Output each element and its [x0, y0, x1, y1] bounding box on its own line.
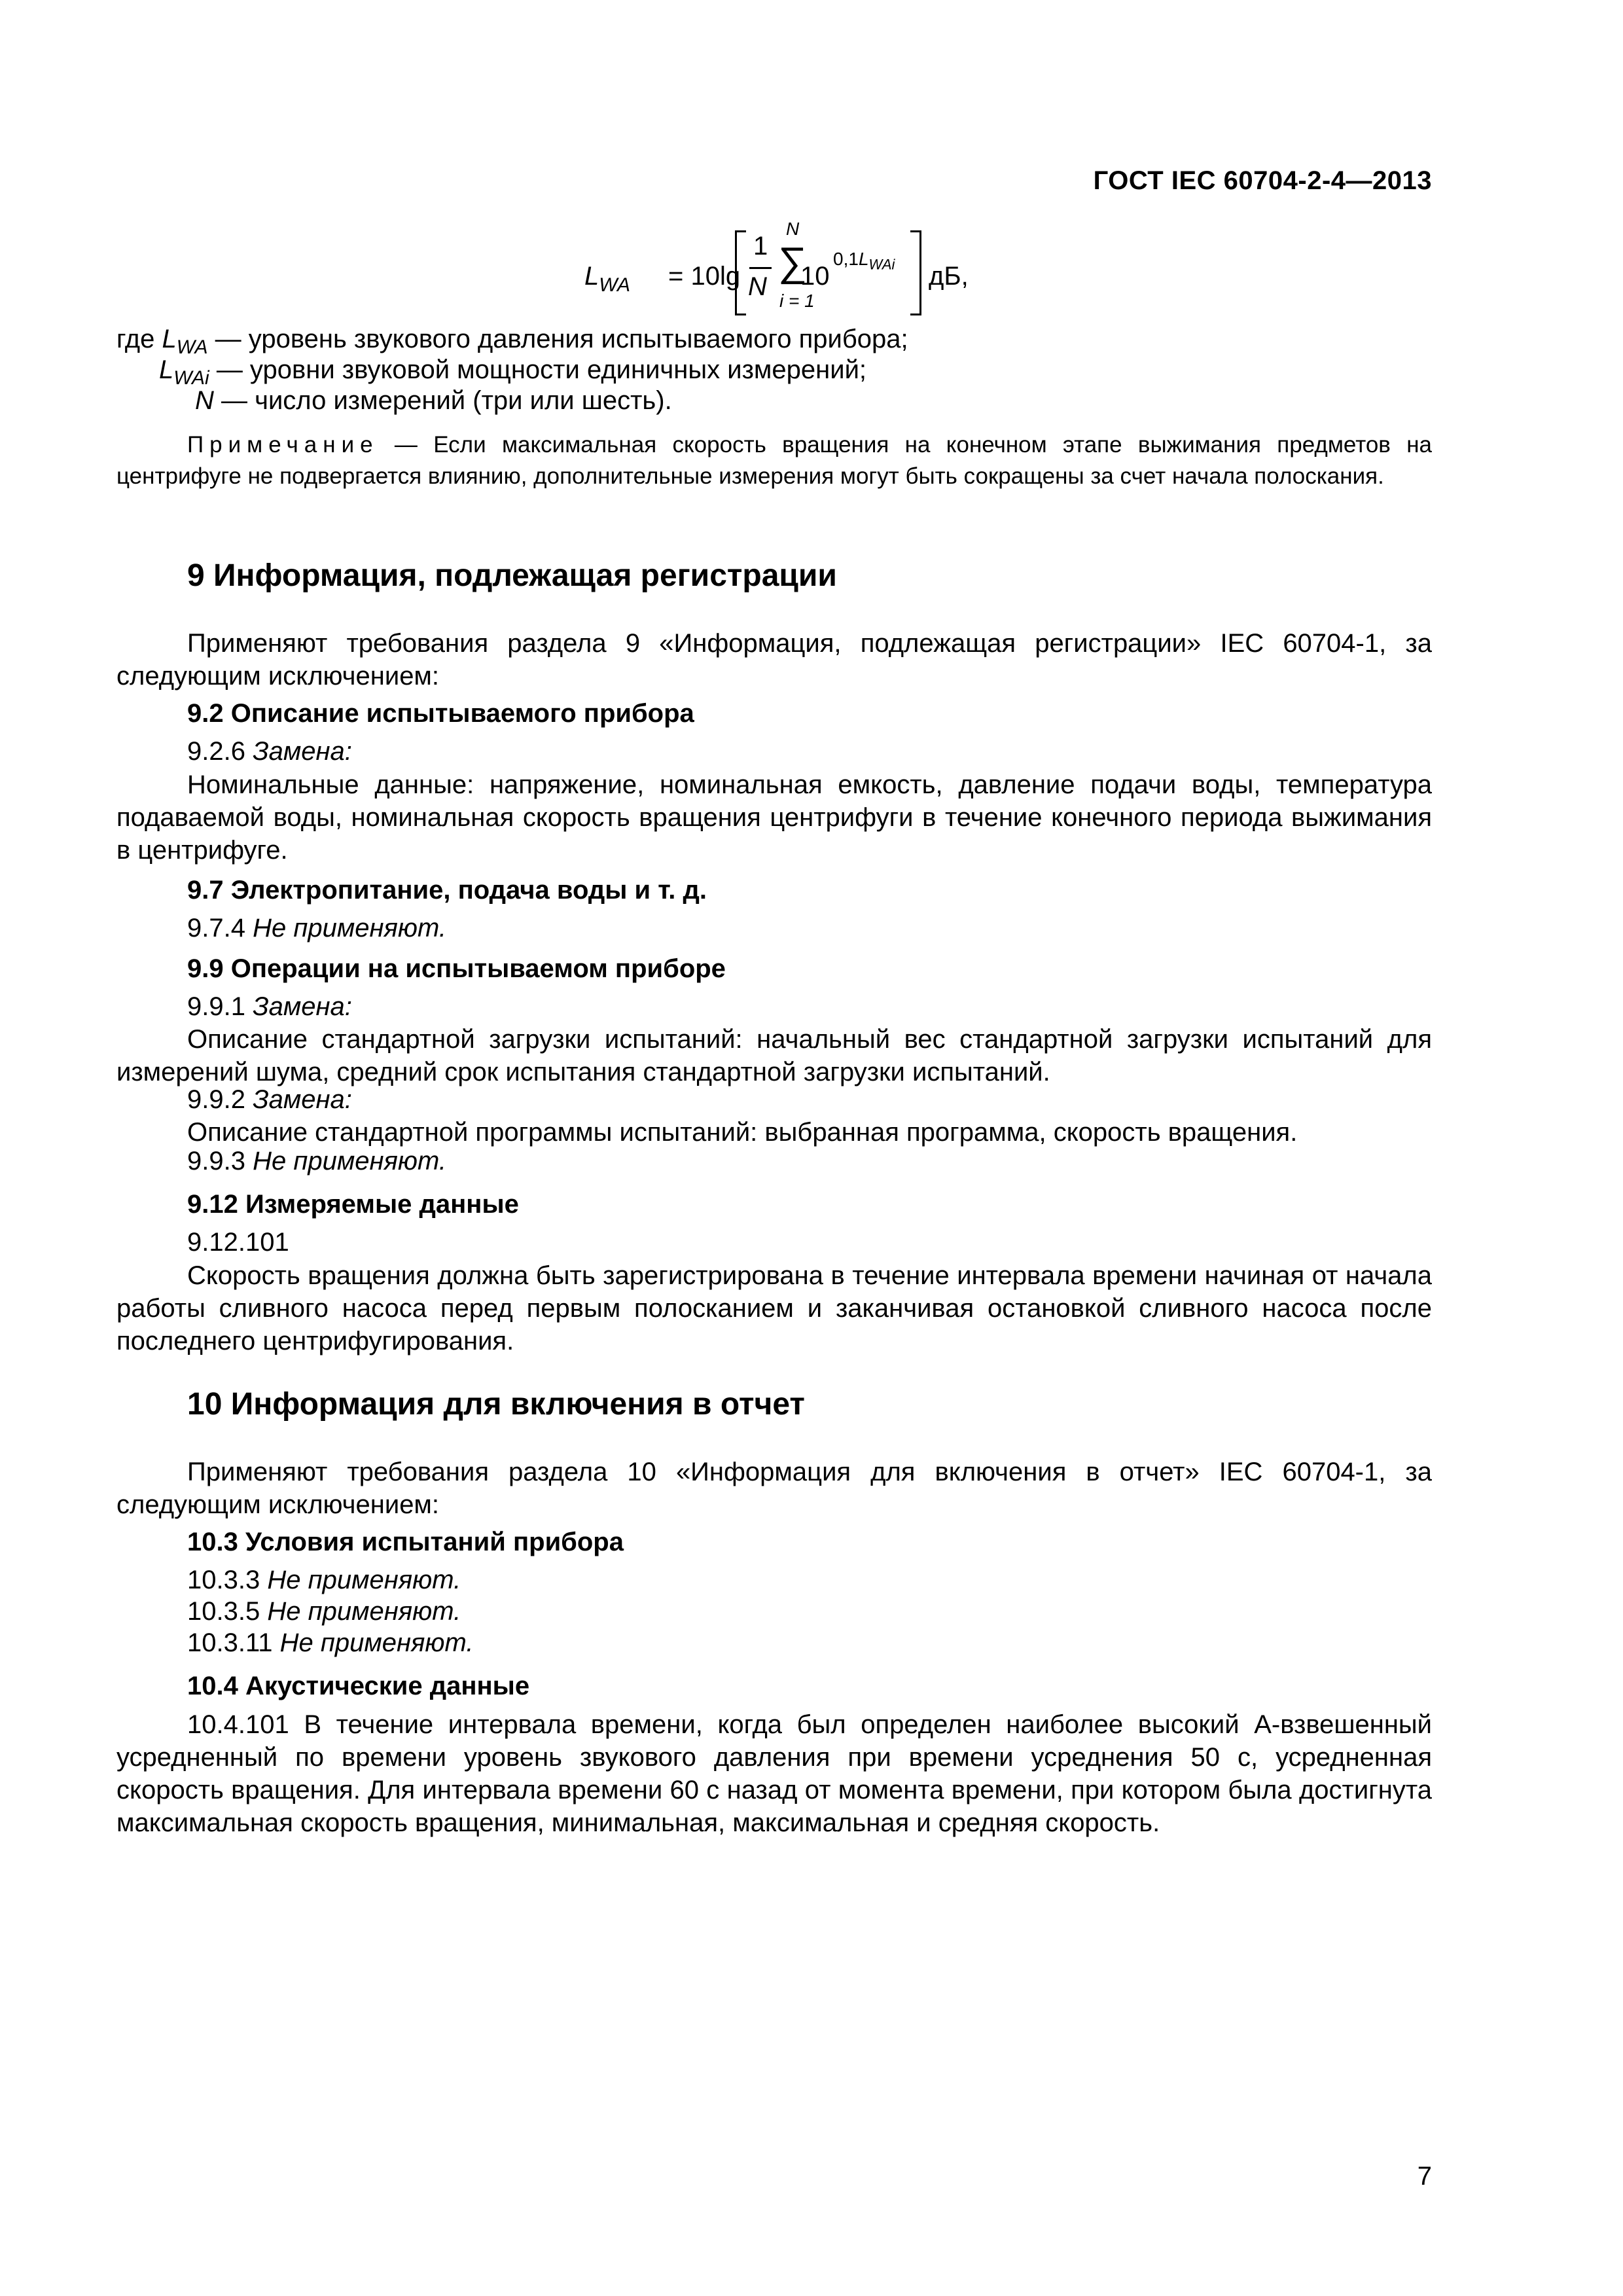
clause-10-3-5: 10.3.5 Не применяют.: [187, 1597, 461, 1626]
clause-9-9-2-text: Описание стандартной программы испытаний: выбранная программа, скорость вращения.: [187, 1118, 1298, 1147]
where-line-1: где $L_{WA}$ — уровень звукового давления испытываемого прибора;: [116, 325, 908, 358]
clause-10-3-11: 10.3.11 Не применяют.: [187, 1628, 474, 1657]
subsection-10-4-heading: 10.4 Акустические данные: [187, 1672, 530, 1700]
where-line-3: N — число измерений (три или шесть).: [195, 386, 672, 415]
formula-sum-lower: i = 1: [779, 291, 815, 311]
clause-10-3-3: 10.3.3 Не применяют.: [187, 1566, 461, 1594]
formula-sum-upper: N: [786, 219, 800, 239]
clause-9-12-101-text: Скорость вращения должна быть зарегистрирована в течение интервала времени начиная от начала работы сливного насоса перед первым полосканием и заканчивая остановкой сливного насоса после последнего центрифугирования.: [116, 1261, 1432, 1355]
subsection-10-3-heading: 10.3 Условия испытаний прибора: [187, 1528, 624, 1556]
section-9-heading: 9 Информация, подлежащая регистрации: [187, 558, 837, 593]
formula-frac-line: [749, 267, 772, 269]
sum-icon: ∑: [778, 240, 808, 285]
subsection-9-9-heading: 9.9 Операции на испытываемом приборе: [187, 954, 726, 983]
clause-9-9-1-text: Описание стандартной загрузки испытаний: начальный вес стандартной загрузки испытаний для измерений шума, средний срок испытания стандартной загрузки испытаний.: [116, 1025, 1432, 1086]
note-label: Примечание: [187, 432, 379, 457]
clause-10-4-101-text: 10.4.101 В течение интервала времени, когда был определен наиболее высокий А-взвешенный усредненный по времени уровень звукового давления при времени усреднения 50 с, усредненная скорость вращения. Для интервала времени 60 с назад от момента времени, при котором была достигнута максимальная скорость вращения, минимальная, максимальная и средняя скорость.: [116, 1710, 1432, 1837]
section-10-intro: Применяют требования раздела 10 «Информация для включения в отчет» IEC 60704-1, за следующим исключением:: [116, 1458, 1432, 1519]
clause-9-7-4: 9.7.4 Не применяют.: [187, 914, 446, 942]
section-10-heading: 10 Информация для включения в отчет: [187, 1387, 805, 1422]
subsection-9-2-heading: 9.2 Описание испытываемого прибора: [187, 699, 694, 728]
formula-power-base: 10: [800, 262, 830, 291]
formula-equals: = 10lg: [668, 262, 741, 291]
sound-level-formula: [584, 219, 1043, 327]
clause-9-2-6-text: Номинальные данные: напряжение, номинальная емкость, давление подачи воды, температура подаваемой воды, номинальная скорость вращения центрифуги в течение конечного периода выжимания в центрифуге.: [116, 770, 1432, 865]
formula-right-bracket: [910, 230, 921, 315]
note-paragraph: Примечание — Если максимальная скорость вращения на конечном этапе выжимания предметов на центрифуге не подвергается влиянию, дополнительные измерения могут быть сокращены за счет начала полоскания.: [116, 432, 1432, 489]
formula-lhs-sub: WA: [599, 274, 631, 296]
document-number: ГОСТ IEC 60704-2-4—2013: [1093, 166, 1432, 195]
formula-frac-numerator: 1: [753, 232, 768, 260]
clause-9-9-2: 9.9.2 Замена:: [187, 1085, 352, 1114]
page-number: 7: [1417, 2162, 1432, 2191]
formula-frac-denominator: N: [748, 272, 767, 301]
clause-9-12-101: 9.12.101: [187, 1228, 289, 1257]
subsection-9-7-heading: 9.7 Электропитание, подача воды и т. д.: [187, 876, 707, 905]
section-9-intro: Применяют требования раздела 9 «Информация, подлежащая регистрации» IEC 60704-1, за следующим исключением:: [116, 629, 1432, 691]
formula-power-exponent: $0,1L_{WAi}$: [833, 249, 895, 273]
where-line-2: $L_{WAi}$ — уровни звуковой мощности единичных измерений;: [159, 355, 867, 389]
clause-9-9-3: 9.9.3 Не применяют.: [187, 1147, 446, 1175]
clause-9-2-6: 9.2.6 Замена:: [187, 737, 352, 766]
formula-lhs-var: L: [584, 262, 599, 291]
subsection-9-12-heading: 9.12 Измеряемые данные: [187, 1190, 519, 1219]
formula-left-bracket: [735, 230, 746, 315]
clause-9-9-1: 9.9.1 Замена:: [187, 992, 352, 1021]
formula-unit: дБ,: [929, 262, 969, 291]
